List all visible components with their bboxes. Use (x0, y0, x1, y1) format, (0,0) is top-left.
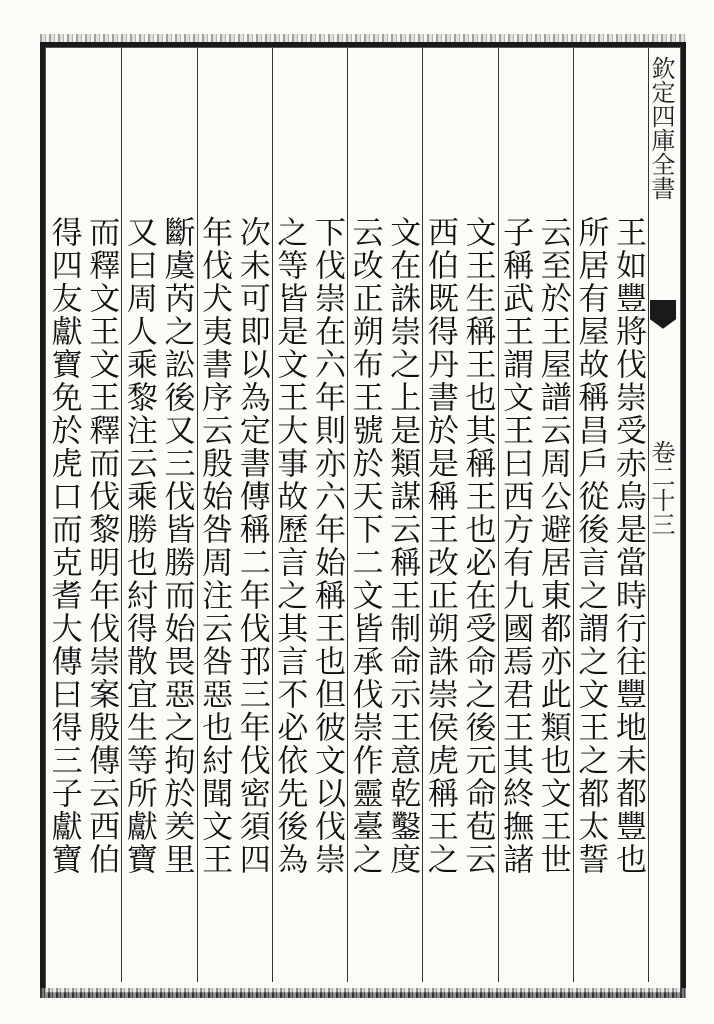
text-column (121, 48, 196, 982)
text-columns (46, 48, 648, 982)
text-line: 年伐犬夷書序云殷始咎周注云咎惡也紂聞文王 (196, 216, 233, 876)
text-line: 而釋文王文王釋而伐黎明年伐崇案殷傳云西伯 (83, 216, 120, 876)
text-column (422, 48, 497, 982)
text-line: 下伐崇在六年則亦六年始稱王也但彼文以伐崇 (309, 216, 345, 876)
text-line: 次未可即以為定書傳稱二年伐邘三年伐密須四 (233, 216, 270, 876)
text-line: 文王生稱王也其稱王也必在受命之後元命苞云 (459, 216, 496, 876)
text-column (46, 48, 121, 982)
text-line: 斷虞芮之訟後又三伐皆勝而始畏惡之拘於羑里 (158, 216, 195, 876)
text-line: 云改正朔布王號於天下二文皆承伐崇作靈臺之 (346, 216, 383, 876)
text-line: 王如豐將伐崇受赤烏是當時行往豐地未都豐也 (610, 216, 646, 876)
text-line: 文在誅崇之上是類謀云稱王制命示王意乾鑿度 (384, 216, 421, 876)
text-line: 又曰周人乘黎注云乘勝也紂得散宜生等所獻寶 (120, 216, 157, 876)
book-title: 欽定四庫全書 (647, 56, 675, 200)
text-line: 子稱武王謂文王曰西方有九國焉君王其終撫諸 (497, 216, 534, 876)
text-column (272, 48, 347, 982)
text-column (498, 48, 573, 982)
text-line: 所居有屋故稱昌戶從後言之謂之文王之都太誓 (572, 216, 609, 876)
text-line: 西伯既得丹書於是稱王改正朔誅崇侯虎稱王之 (421, 216, 458, 876)
volume-number: 卷二十三 (647, 440, 675, 536)
text-line: 得四友獻寶免於虎口而克耆大傳曰得三子獻寶 (45, 216, 82, 876)
text-column (573, 48, 648, 982)
text-line: 之等皆是文王大事故歷言之其言不必依先後為 (271, 216, 308, 876)
text-line: 云至於王屋譜云周公避居東都亦此類也文王世 (534, 216, 571, 876)
bottom-scan-edge (40, 988, 686, 998)
text-column (197, 48, 272, 982)
top-scan-edge (40, 34, 686, 42)
text-column (347, 48, 422, 982)
